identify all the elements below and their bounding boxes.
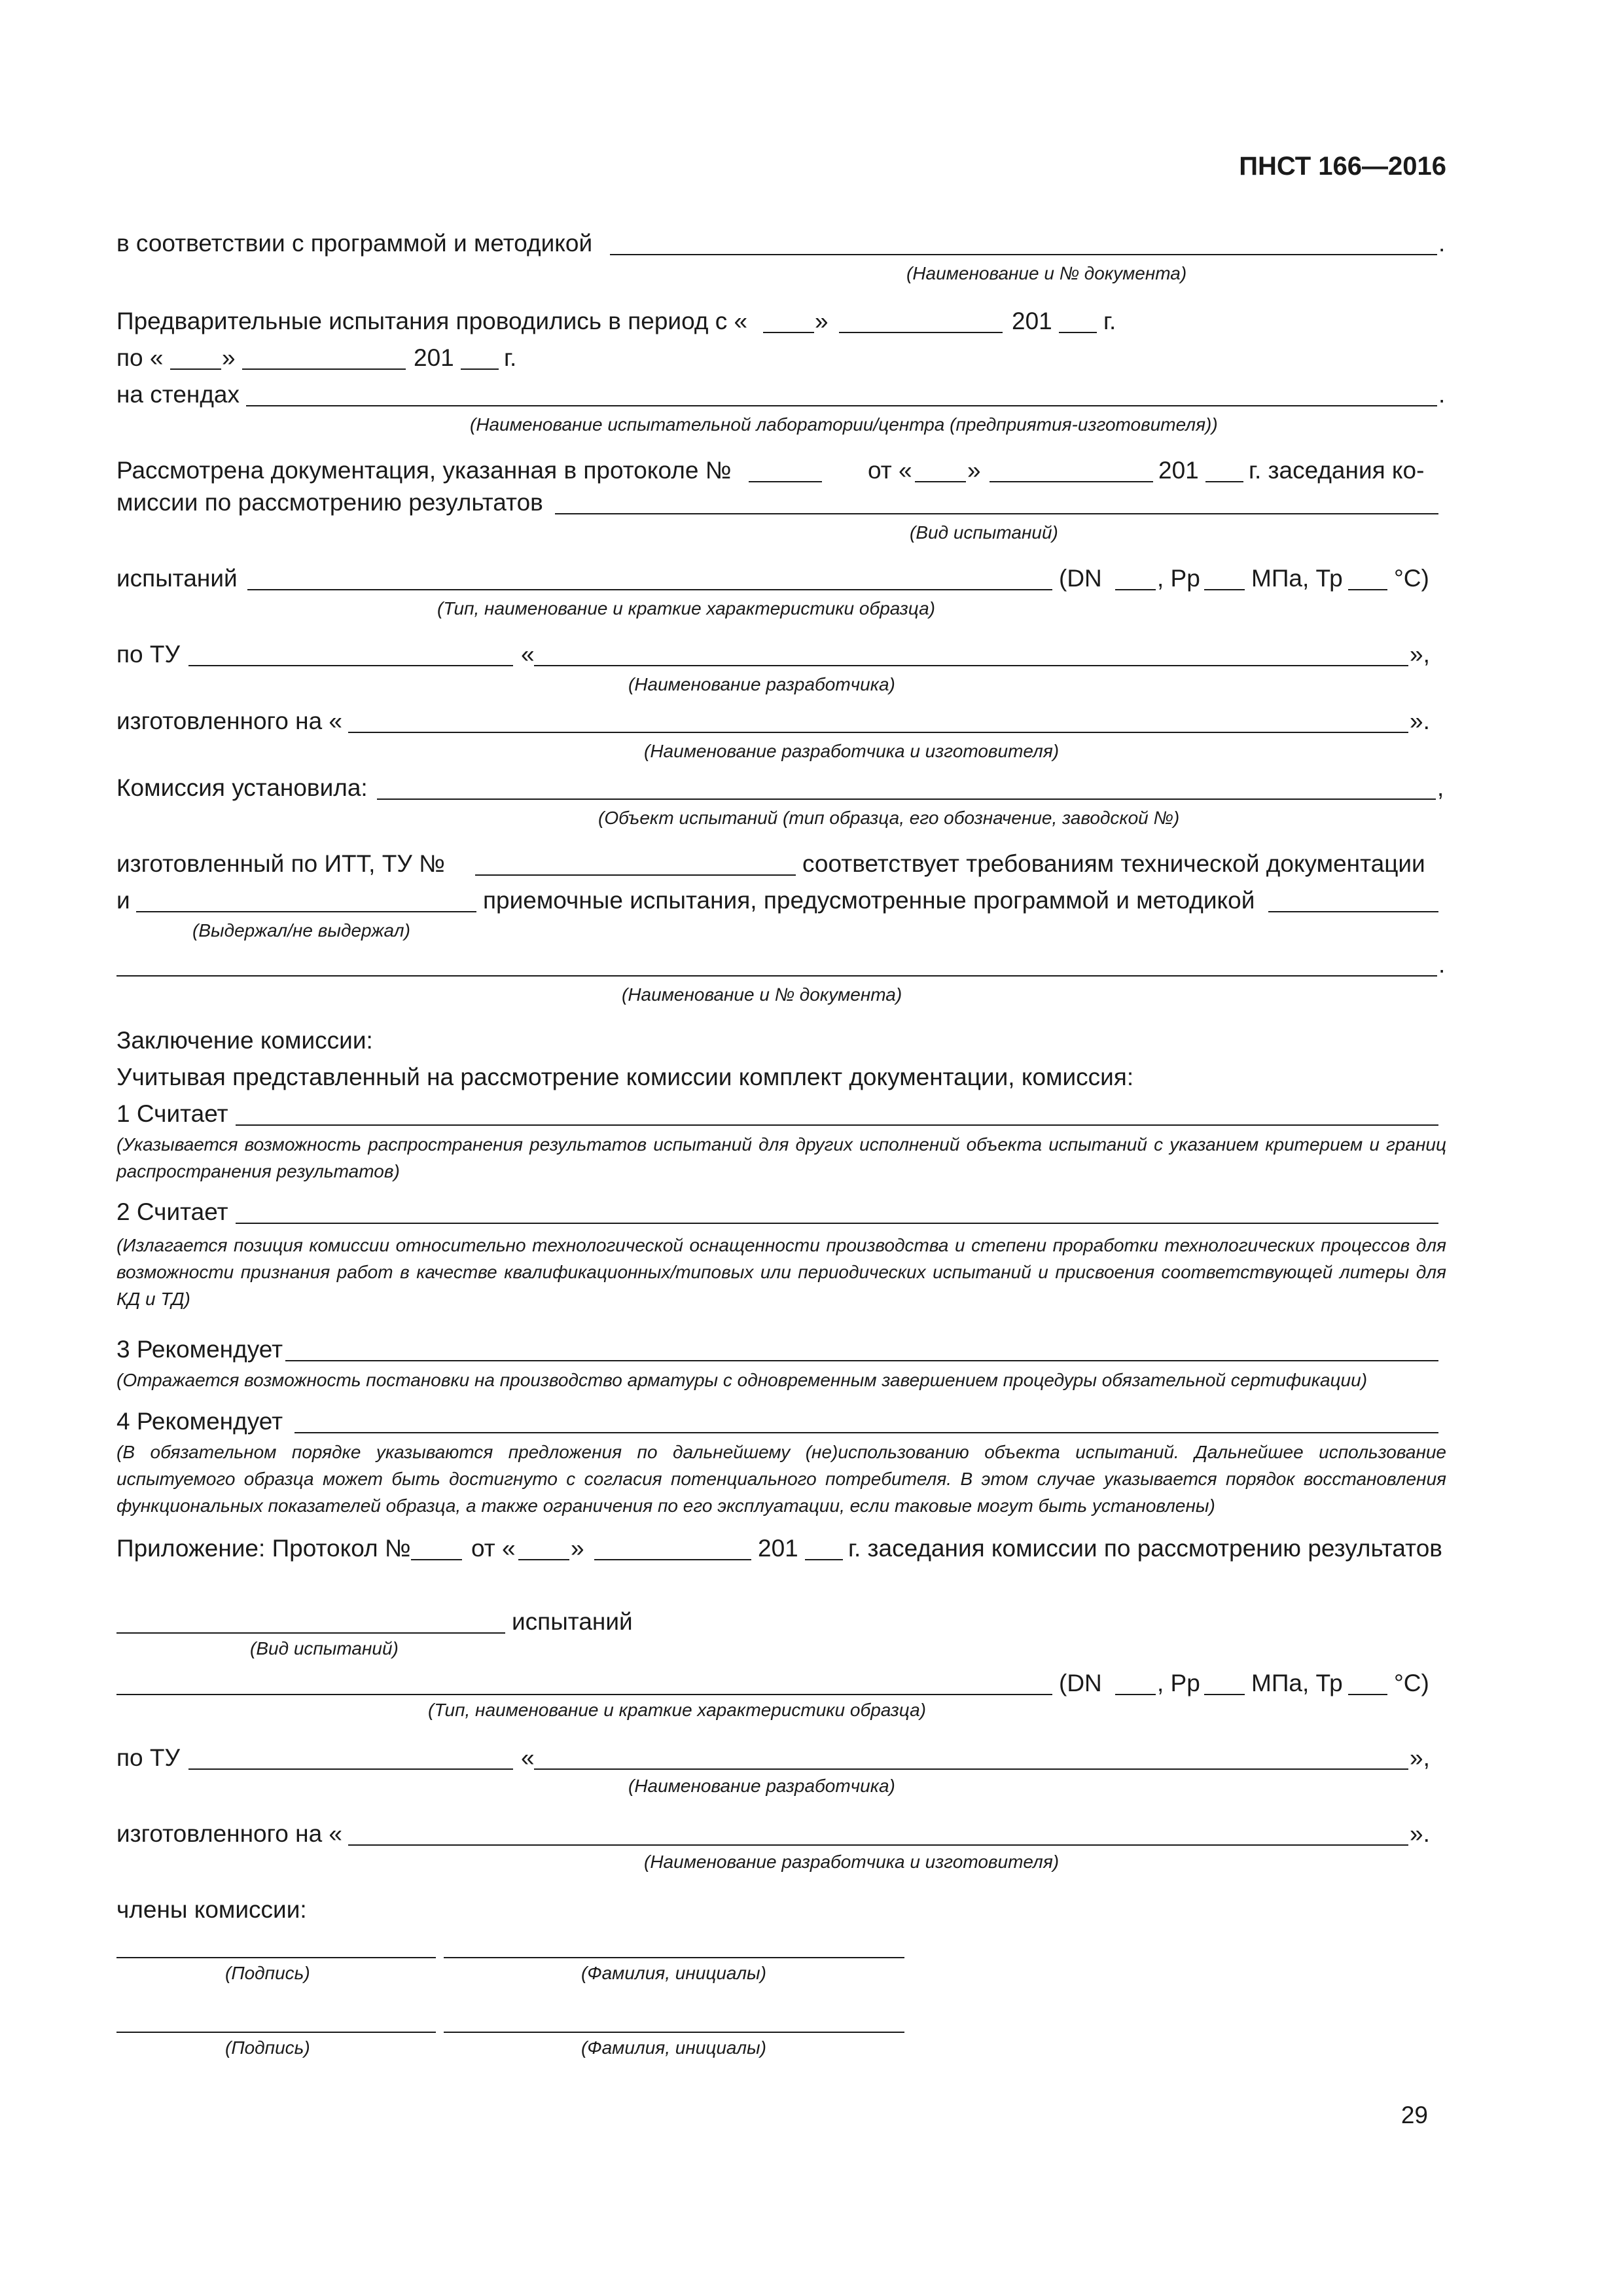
appendix-developer-close-quote: », bbox=[1410, 1744, 1430, 1771]
name-line-1[interactable] bbox=[444, 1957, 904, 1958]
appendix-sample-caption: (Тип, наименование и краткие характеристики образца) bbox=[428, 1700, 926, 1720]
dn-line[interactable] bbox=[1115, 589, 1156, 590]
appendix-pp-label: , Pp bbox=[1157, 1670, 1200, 1696]
manufacturer-close-quote: ». bbox=[1410, 708, 1430, 734]
name-caption-2: (Фамилия, инициалы) bbox=[581, 2037, 766, 2058]
pp-label: , Pp bbox=[1157, 565, 1200, 592]
appendix-manufacturer-close-quote: ». bbox=[1410, 1820, 1430, 1847]
item1-note: (Указывается возможность распространения результатов испытаний для других исполнений объекта испытаний с указанием критерием и границ распространения результатов) bbox=[116, 1134, 1446, 1181]
celsius-label: °С) bbox=[1394, 565, 1429, 592]
reviewed-month-line[interactable] bbox=[990, 481, 1153, 482]
name-line-2[interactable] bbox=[444, 2032, 904, 2033]
session-tail: г. заседания ко- bbox=[1249, 457, 1425, 484]
po-month-line[interactable] bbox=[242, 368, 406, 370]
and-label: и bbox=[116, 887, 130, 914]
appendix-manufacturer-line[interactable] bbox=[348, 1844, 1408, 1846]
reviewed-day-line[interactable] bbox=[915, 481, 966, 482]
protocol-number-line[interactable] bbox=[749, 481, 822, 482]
tu-line[interactable] bbox=[188, 665, 513, 666]
passed-caption: (Выдержал/не выдержал) bbox=[192, 920, 410, 941]
method-doc-line[interactable] bbox=[116, 975, 1437, 977]
developer-open-quote: « bbox=[521, 641, 535, 668]
conclusion-title: Заключение комиссии: bbox=[116, 1027, 373, 1054]
comma-mark: , bbox=[1437, 774, 1444, 801]
appendix-developer-line[interactable] bbox=[534, 1768, 1408, 1770]
manufacturer-line[interactable] bbox=[348, 732, 1408, 733]
appendix-developer-caption: (Наименование разработчика) bbox=[628, 1776, 895, 1796]
tu-label: по ТУ bbox=[116, 641, 180, 668]
item2-line[interactable] bbox=[236, 1223, 1438, 1224]
passed-line[interactable] bbox=[136, 911, 476, 912]
prelim-label: Предварительные испытания проводились в период с « bbox=[116, 308, 748, 334]
item1-line[interactable] bbox=[236, 1124, 1438, 1126]
prelim-close-quote: » bbox=[815, 308, 829, 334]
considering-text: Учитывая представленный на рассмотрение комиссии комплект документации, комиссия: bbox=[116, 1064, 1134, 1090]
developer-close-quote: », bbox=[1410, 641, 1430, 668]
item3-note: (Отражается возможность постановки на производство арматуры с одновременным завершением процедуры обязательной сертификации) bbox=[116, 1370, 1368, 1390]
po-year-line[interactable] bbox=[461, 368, 499, 370]
itt-line[interactable] bbox=[475, 874, 796, 876]
appendix-dn-label: (DN bbox=[1059, 1670, 1102, 1696]
manufactured-label: изготовленного на « bbox=[116, 708, 343, 734]
signature-line-1[interactable] bbox=[116, 1957, 436, 1958]
document-number: ПНСТ 166—2016 bbox=[1239, 152, 1446, 181]
lab-caption: (Наименование испытательной лаборатории/центра (предприятия-изготовителя)) bbox=[470, 414, 1218, 435]
item3-label: 3 Рекомендует bbox=[116, 1336, 283, 1363]
appendix-manufactured-label: изготовленного на « bbox=[116, 1820, 343, 1847]
appendix-day-line[interactable] bbox=[518, 1559, 569, 1560]
test-type-line[interactable] bbox=[555, 513, 1438, 514]
commission-review-label: миссии по рассмотрению результатов bbox=[116, 489, 543, 516]
appendix-celsius-label: °С) bbox=[1394, 1670, 1429, 1696]
period-mark: . bbox=[1438, 230, 1446, 257]
appendix-session: г. заседания комиссии по рассмотрению результатов bbox=[848, 1535, 1442, 1562]
doc-caption: (Наименование и № документа) bbox=[906, 263, 1187, 283]
po-label: по « bbox=[116, 344, 164, 371]
prelim-year-line[interactable] bbox=[1059, 332, 1097, 333]
reviewed-year-line[interactable] bbox=[1205, 481, 1243, 482]
appendix-tu-line[interactable] bbox=[188, 1768, 513, 1770]
prelim-month-line[interactable] bbox=[839, 332, 1003, 333]
po-day-line[interactable] bbox=[170, 368, 221, 370]
object-caption: (Объект испытаний (тип образца, его обозначение, заводской №) bbox=[598, 808, 1180, 828]
prelim-year-suffix: г. bbox=[1103, 308, 1116, 334]
complies-label: соответствует требованиям технической документации bbox=[802, 850, 1425, 877]
dn-label: (DN bbox=[1059, 565, 1102, 592]
item4-label: 4 Рекомендует bbox=[116, 1408, 283, 1435]
stands-line[interactable] bbox=[246, 405, 1437, 406]
sample-line[interactable] bbox=[247, 589, 1052, 590]
appendix-test-type-line[interactable] bbox=[116, 1632, 505, 1634]
po-year-suffix: г. bbox=[504, 344, 517, 371]
prelim-day-line[interactable] bbox=[763, 332, 814, 333]
po-year-prefix: 201 bbox=[414, 344, 454, 371]
appendix-year-line[interactable] bbox=[805, 1559, 843, 1560]
appendix-close-quote: » bbox=[571, 1535, 584, 1562]
sample-caption: (Тип, наименование и краткие характеристики образца) bbox=[437, 598, 935, 619]
appendix-label: Приложение: Протокол № bbox=[116, 1535, 411, 1562]
po-close-quote: » bbox=[222, 344, 236, 371]
appendix-month-line[interactable] bbox=[594, 1559, 751, 1560]
page-number: 29 bbox=[1400, 2102, 1428, 2128]
appendix-ot: от « bbox=[471, 1535, 516, 1562]
appendix-test-type-caption: (Вид испытаний) bbox=[250, 1638, 399, 1659]
reviewed-ot: от « bbox=[868, 457, 912, 484]
item2-note: (Излагается позиция комиссии относительно технологической оснащенности производства и степени проработки технологических процессов для возможности признания работ в качестве квалификационных/типовых или периодических испытаний и присвоения соответствующей литеры для КД и ТД) bbox=[116, 1235, 1446, 1309]
acceptance-line[interactable] bbox=[1268, 911, 1438, 912]
item2-label: 2 Считает bbox=[116, 1198, 228, 1225]
item1-label: 1 Считает bbox=[116, 1100, 228, 1127]
developer-line[interactable] bbox=[534, 665, 1408, 666]
appendix-pp-line[interactable] bbox=[1204, 1694, 1245, 1695]
signature-caption-1: (Подпись) bbox=[225, 1963, 310, 1983]
appendix-dev-man-caption: (Наименование разработчика и изготовителя) bbox=[644, 1852, 1060, 1872]
tests-label: испытаний bbox=[116, 565, 238, 592]
reviewed-label: Рассмотрена документация, указанная в протоколе № bbox=[116, 457, 732, 484]
appendix-tests-label: испытаний bbox=[512, 1608, 633, 1635]
reviewed-close-quote: » bbox=[967, 457, 981, 484]
dev-man-caption: (Наименование разработчика и изготовителя) bbox=[644, 741, 1060, 761]
acceptance-label: приемочные испытания, предусмотренные программой и методикой bbox=[483, 887, 1255, 914]
signature-line-2[interactable] bbox=[116, 2032, 436, 2033]
mpa-tp-label: МПа, Тр bbox=[1251, 565, 1343, 592]
signature-caption-2: (Подпись) bbox=[225, 2037, 310, 2058]
test-type-caption: (Вид испытаний) bbox=[910, 522, 1058, 543]
period-mark: . bbox=[1438, 951, 1446, 978]
period-mark: . bbox=[1438, 381, 1446, 408]
appendix-tu-label: по ТУ bbox=[116, 1744, 180, 1771]
appendix-year-prefix: 201 bbox=[758, 1535, 798, 1562]
appendix-tp-line[interactable] bbox=[1348, 1694, 1387, 1695]
appendix-number-line[interactable] bbox=[411, 1559, 462, 1560]
program-label: в соответствии с программой и методикой bbox=[116, 230, 593, 257]
itt-label: изготовленный по ИТТ, ТУ № bbox=[116, 850, 445, 877]
reviewed-year-prefix: 201 bbox=[1158, 457, 1199, 484]
tp-line[interactable] bbox=[1348, 589, 1387, 590]
name-caption-1: (Фамилия, инициалы) bbox=[581, 1963, 766, 1983]
pp-line[interactable] bbox=[1204, 589, 1245, 590]
members-label: члены комиссии: bbox=[116, 1896, 307, 1923]
stands-label: на стендах bbox=[116, 381, 240, 408]
item4-line[interactable] bbox=[294, 1432, 1438, 1433]
program-doc-line[interactable] bbox=[610, 254, 1437, 255]
item4-note: (В обязательном порядке указываются предложения по дальнейшему (не)использованию объекта испытаний. Дальнейшее использование испытуемого образца может быть достигнуто с согласия потенциального потребителя. В этом случае указывается порядок восстановления функциональных показателей образца, а также ограничения по его эксплуатации, если таковые могут быть установлены) bbox=[116, 1442, 1446, 1516]
method-doc-caption: (Наименование и № документа) bbox=[622, 984, 902, 1005]
appendix-dn-line[interactable] bbox=[1115, 1694, 1156, 1695]
appendix-sample-line[interactable] bbox=[116, 1694, 1052, 1695]
prelim-year-prefix: 201 bbox=[1012, 308, 1052, 334]
item3-line[interactable] bbox=[285, 1360, 1438, 1361]
appendix-developer-open-quote: « bbox=[521, 1744, 535, 1771]
appendix-mpa-tp-label: МПа, Тр bbox=[1251, 1670, 1343, 1696]
established-label: Комиссия установила: bbox=[116, 774, 368, 801]
developer-caption: (Наименование разработчика) bbox=[628, 674, 895, 694]
object-line[interactable] bbox=[377, 798, 1436, 800]
